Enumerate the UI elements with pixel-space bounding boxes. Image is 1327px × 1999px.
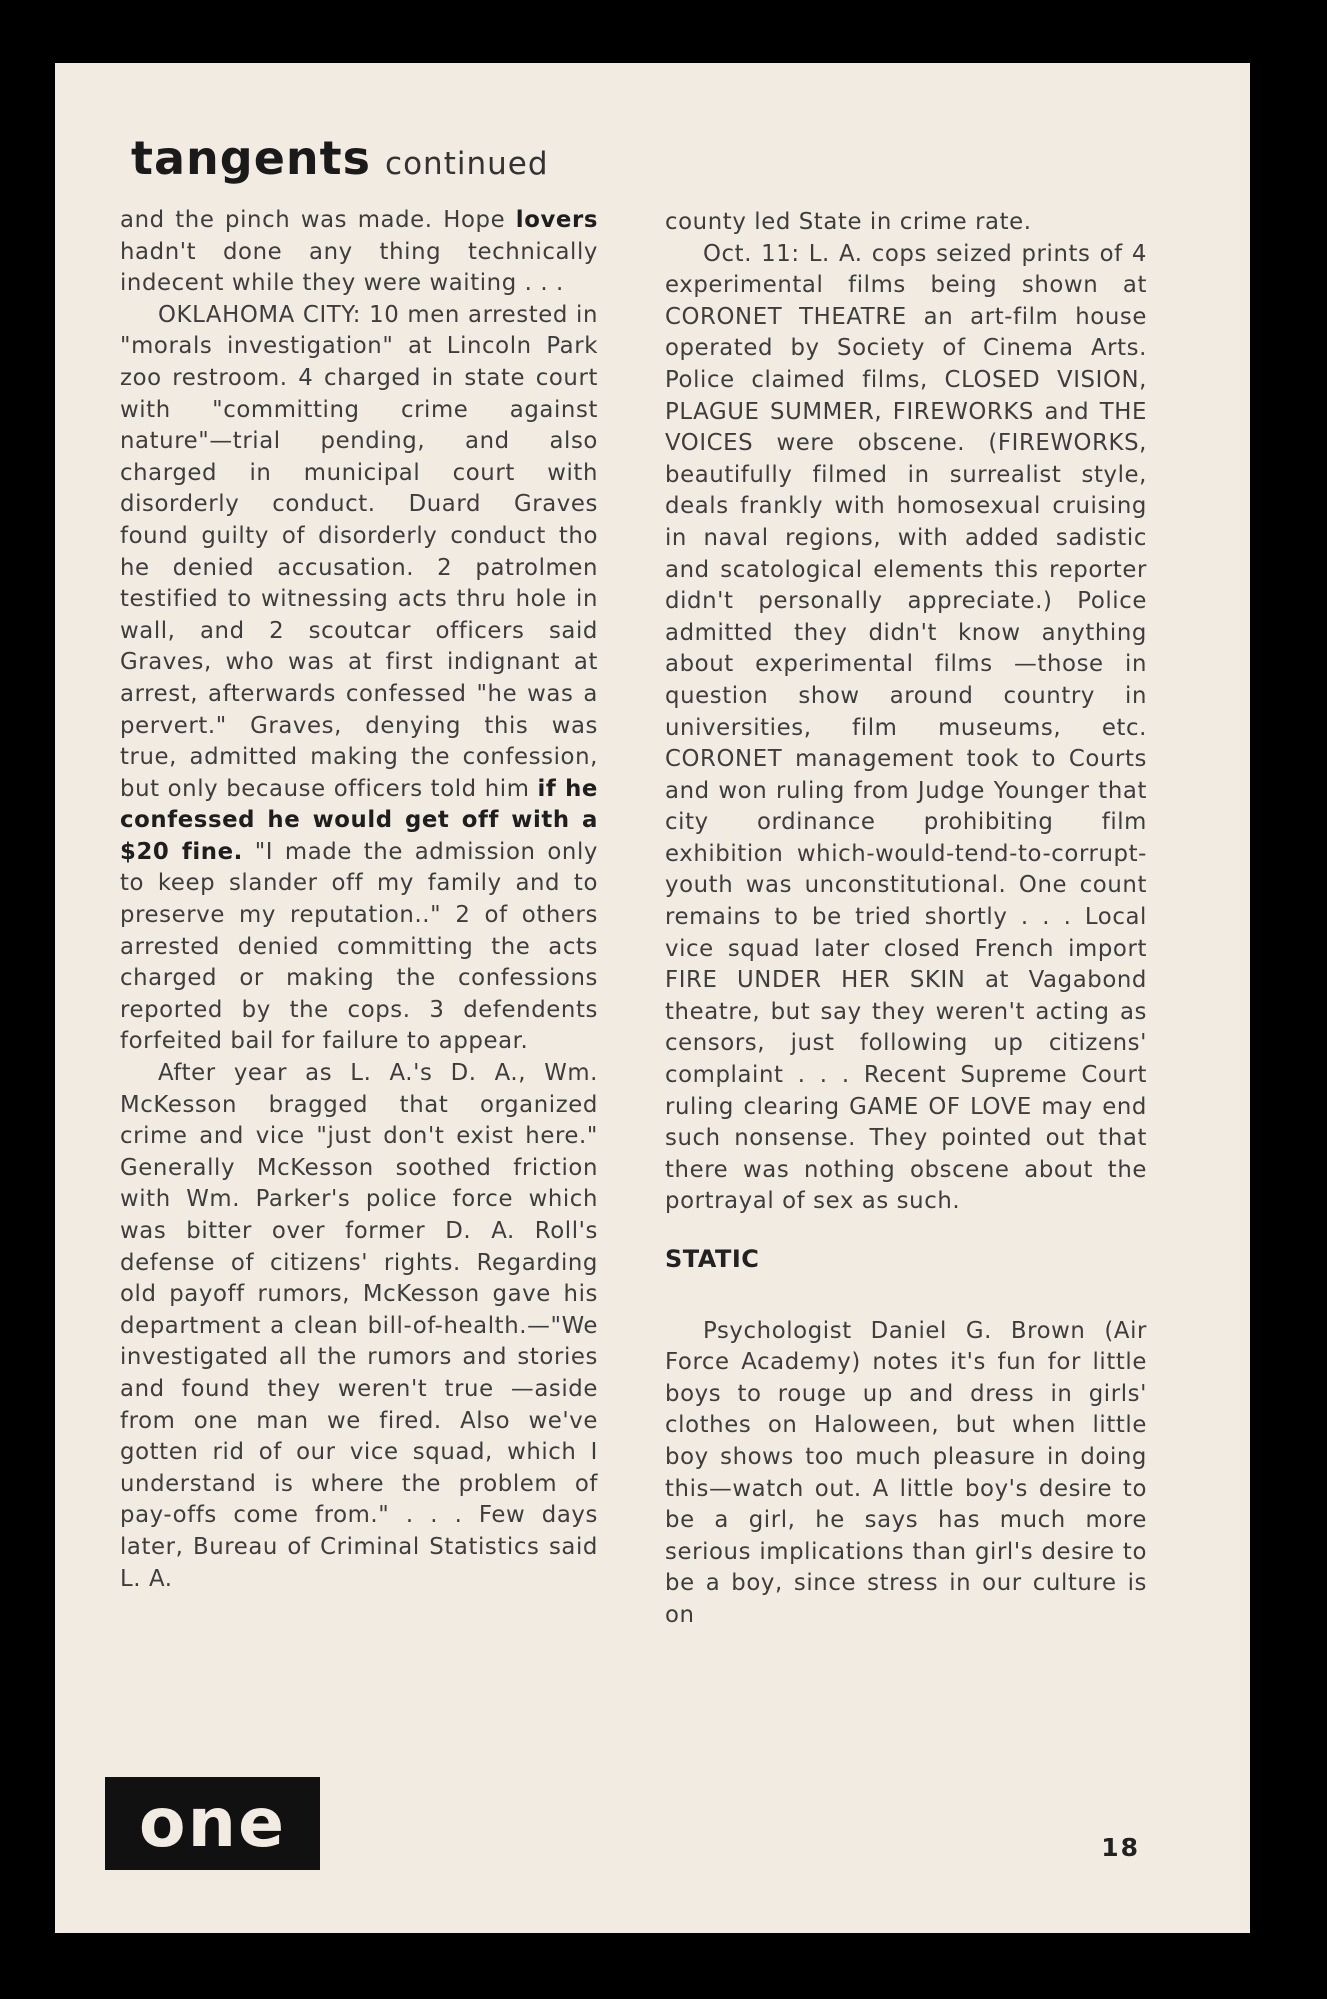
section-title: tangents: [131, 131, 372, 185]
right-column: [665, 207, 1147, 1632]
paragraph-crime-rate: county led State in crime rate.: [665, 209, 1032, 235]
static-heading: STATIC: [665, 1245, 760, 1273]
magazine-page: [55, 63, 1250, 1933]
paragraph-oklahoma: [120, 300, 598, 1058]
paragraph-psychologist: Psychologist Daniel G. Brown (Air Force Academy) notes it's fun for little boys to rouge up and dress in girls' clothes on Haloween, but when little boy shows too much pleasure in doing this—watch out. A little boy's desire to be a girl, he says has much more serious implications than girl's desire to be a boy, since stress in our culture is on: [665, 1317, 1147, 1628]
paragraph-coronet: Oct. 11: L. A. cops seized prints of 4 experimental films being shown at CORONET THEATRE an art-film house operated by Society of Cinema Arts. Police claimed films, CLOSED VISION, PLAGUE SUMMER, FIREWORKS and THE VOICES were obscene. (FIREWORKS, beautifully filmed in surrealist style, deals frankly with homosexual cruising in naval regions, with added sadistic and scatological elements this reporter didn't personally appreciate.) Police admitted they didn't know anything about experimental films —those in question show around country in universities, film museums, etc. CORONET management took to Courts and won ruling from Judge Younger that city ordinance prohibiting film exhibition which-would-tend-to-corrupt-youth was unconstitutional. One count remains to be tried shortly . . . Local vice squad later closed French import FIRE UNDER HER SKIN at Vagabond theatre, but say they weren't acting as censors, just following up citizens' complaint . . . Recent Supreme Court ruling clearing GAME OF LOVE may end such nonsense. They pointed out that there was nothing obscene about the portrayal of sex as such.: [665, 240, 1147, 1215]
one-logo: one: [105, 1777, 320, 1870]
section-subtitle: continued: [385, 146, 549, 182]
left-column: [120, 205, 598, 1595]
page-number: 18: [1101, 1833, 1140, 1862]
paragraph-text: "I made the admission only to keep slander off my family and to preserve my reputation.." 2 of others arrested denied committing the acts charged or making the confessions reported by the cops. 3 defendents forfeited bail for failure to appear.: [120, 838, 598, 1055]
paragraph-text: OKLAHOMA CITY: 10 men arrested in "morals investigation" at Lincoln Park zoo restroom. 4 charged in state court with "committing crime against nature"—trial pending, and also charged in municipal court with disorderly conduct. Duard Graves found guilty of disorderly conduct tho he denied accusation. 2 patrolmen testified to witnessing acts thru hole in wall, and 2 scoutcar officers said Graves, who was at first indignant at arrest, afterwards confessed "he was a pervert." Graves, denying this was true, admitted making the confession, but only because officers told him: [120, 301, 598, 802]
paragraph-mckesson: After year as L. A.'s D. A., Wm. McKesson bragged that organized crime and vice "just don't exist here." Generally McKesson soothed friction with Wm. Parker's police force which was bitter over former D. A. Roll's defense of citizens' rights. Regarding old payoff rumors, McKesson gave his department a clean bill-of-health.—"We investigated all the rumors and stories and found they weren't true —aside from one man we fired. Also we've gotten rid of our vice squad, which I understand is where the problem of pay-offs come from." . . . Few days later, Bureau of Criminal Statistics said L. A.: [120, 1060, 598, 1592]
paragraph-pinch: [120, 205, 598, 300]
paragraph-text: and the pinch was made. Hope: [120, 207, 516, 233]
section-header: [131, 131, 549, 185]
bold-text: if he confessed he would get off with a $20 fine.: [120, 775, 598, 865]
bold-text: lovers: [515, 207, 598, 233]
paragraph-text: hadn't done any thing technically indecent while they were waiting . . .: [120, 238, 598, 297]
